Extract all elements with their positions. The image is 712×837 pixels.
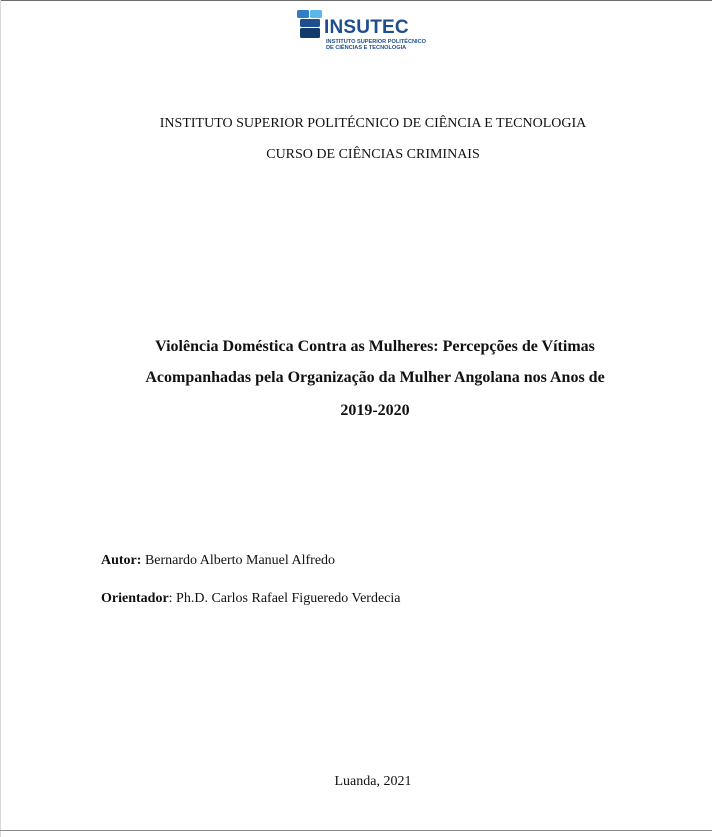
insutec-logo [296,8,446,54]
title-line-1: Violência Doméstica Contra as Mulheres: Percepções de Vítimas [155,338,595,355]
logo-wordmark: INSUTEC [324,17,409,38]
advisor-line [101,591,401,607]
logo-subtitle [326,39,426,51]
author-line [101,553,335,569]
bottom-border [0,830,712,831]
top-border [0,0,712,1]
course-name: CURSO DE CIÊNCIAS CRIMINAIS [266,147,480,162]
advisor-label: Orientador [101,591,169,606]
logo-subtitle-line1: INSTITUTO SUPERIOR POLITÉCNICO [326,39,426,45]
institution-name: INSTITUTO SUPERIOR POLITÉCNICO DE CIÊNCIA E TECNOLOGIA [159,116,587,131]
title-line-2: Acompanhadas pela Organização da Mulher Angolana nos Anos de [145,369,605,386]
logo-subtitle-line2: DE CIÊNCIAS E TECNOLOGIA [326,45,407,51]
advisor-name: : Ph.D. Carlos Rafael Figueredo Verdecia [168,591,401,606]
logo-squares-icon [296,8,326,52]
place-and-year: Luanda, 2021 [334,774,412,789]
author-label: Autor: [101,553,142,568]
title-line-3: 2019-2020 [340,402,410,419]
author-name: Bernardo Alberto Manuel Alfredo [144,553,336,568]
